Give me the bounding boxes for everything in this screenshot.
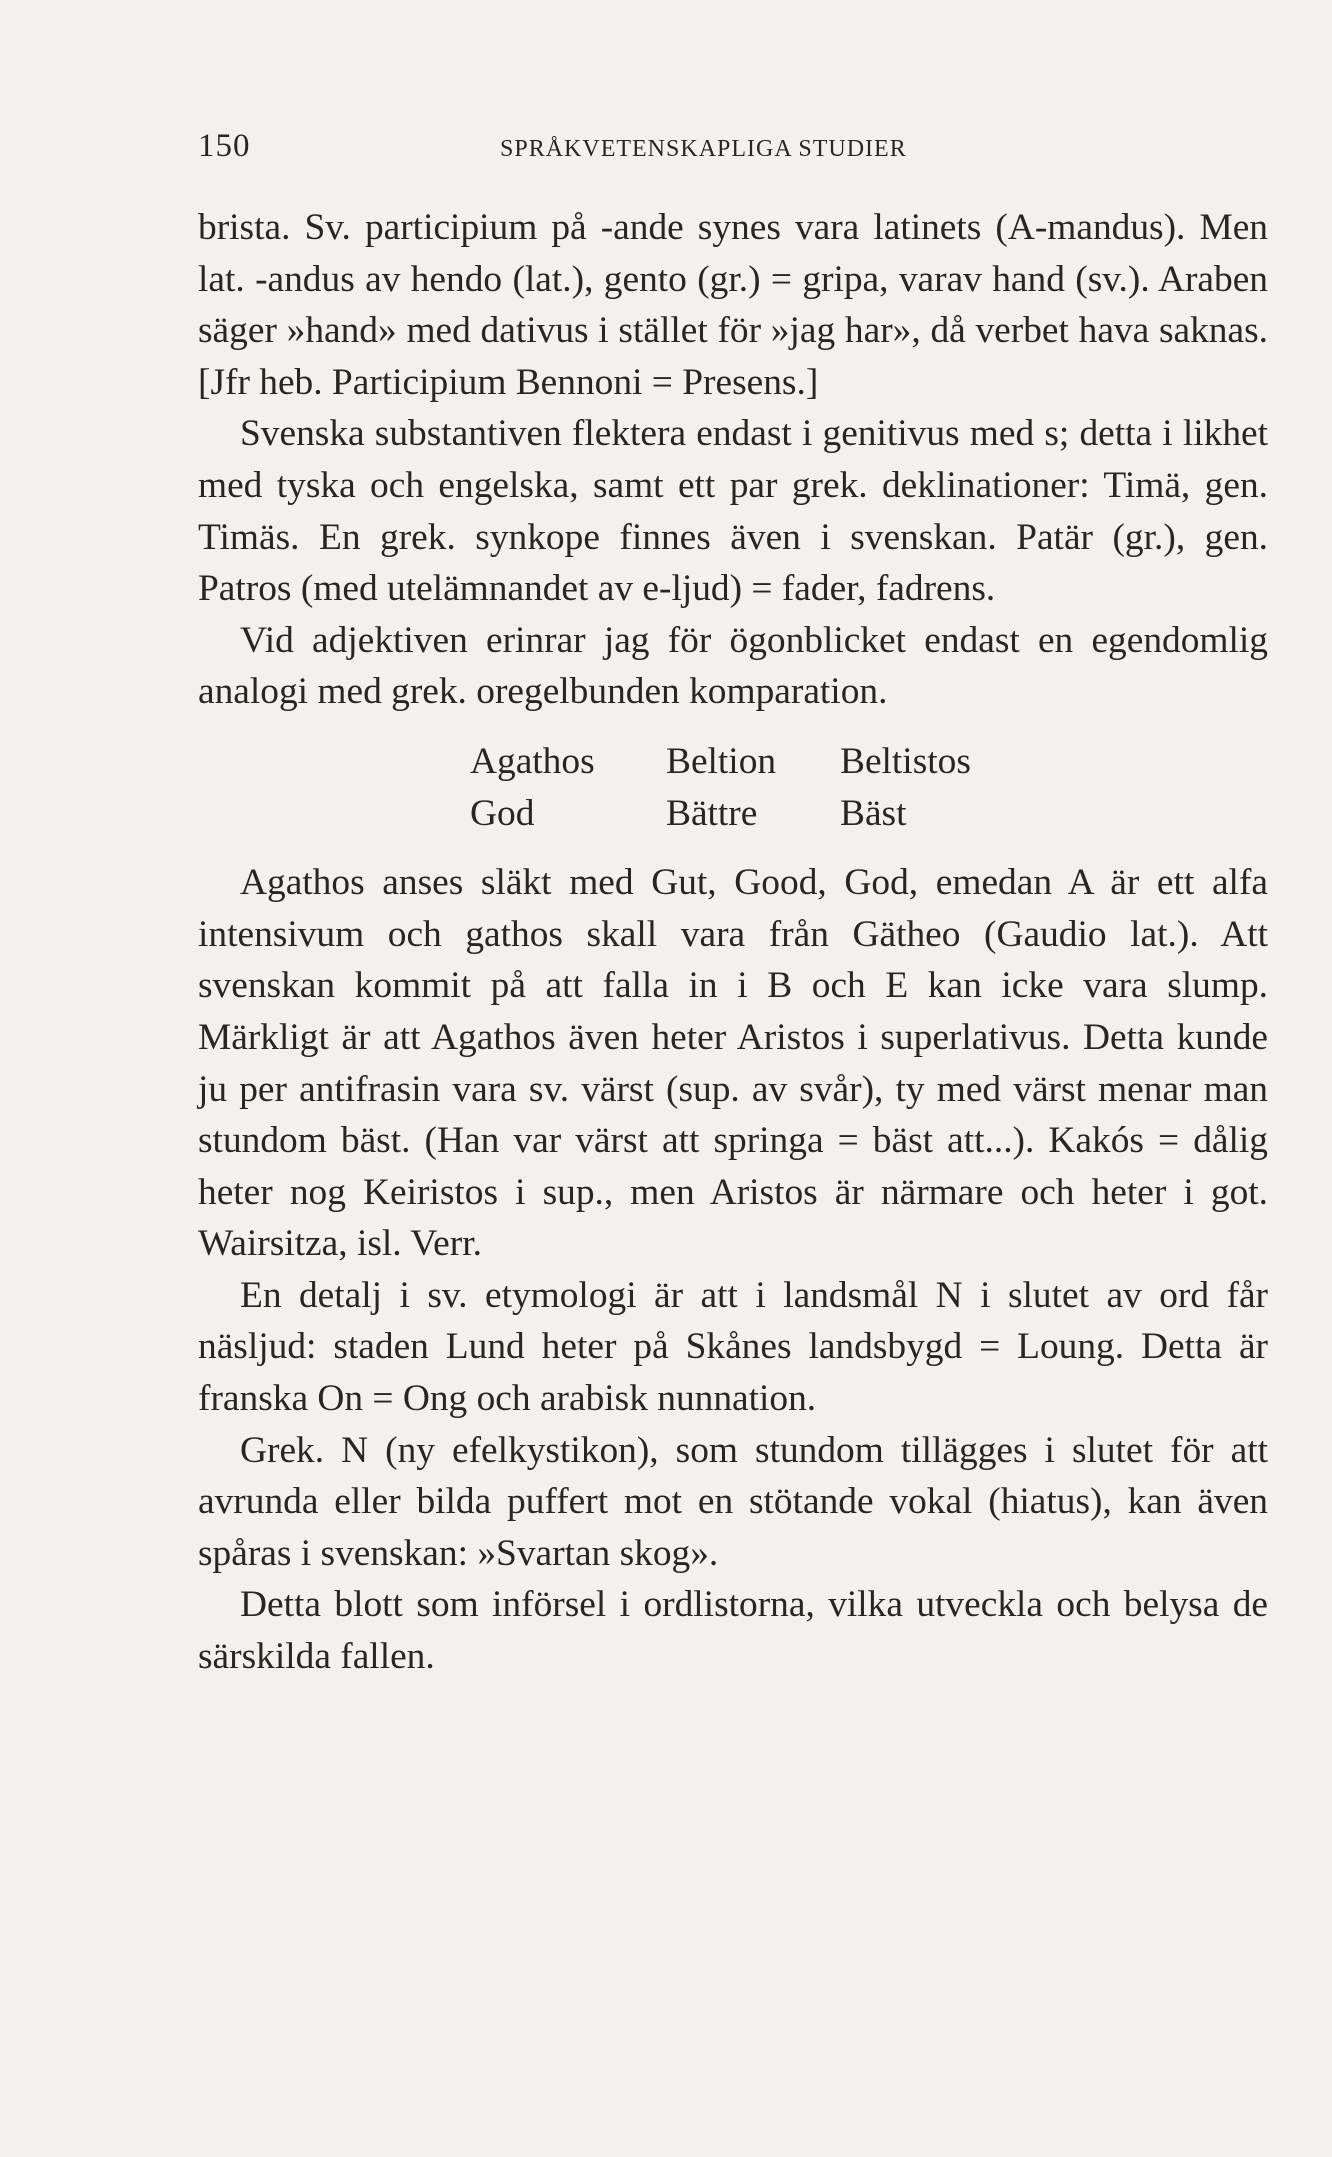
table-cell: Bättre [666,792,758,834]
table-cell: Bäst [840,792,907,834]
paragraph: Detta blott som införsel i ordlistorna, vilka utveckla och belysa de särskilda fallen. [198,1584,1268,1678]
table-cell: Beltistos [840,740,971,782]
paragraph: Grek. N (ny efelkystikon), som stundom tillägges i slutet för att avrunda eller bilda puffert mot en stötande vokal (hiatus), kan även spåras i svenskan: »Svartan skog». [198,1429,1268,1574]
paragraph: brista. Sv. participium på -ande synes vara latinets (A-mandus). Men lat. -andus av hendo (lat.), gento (gr.) = gripa, varav hand (sv.). Araben säger »hand» med dativus i stället för »jag har», då verbet hava saknas. [Jfr heb. Participium Bennoni = Presens.] [198,207,1268,403]
page-header [198,128,1268,168]
table-cell: Agathos [470,740,595,782]
table-cell: God [470,792,535,834]
comparison-table [470,736,1268,839]
running-head: SPRÅKVETENSKAPLIGA STUDIER [500,136,907,162]
paragraph: Agathos anses släkt med Gut, Good, God, emedan A är ett alfa intensivum och gathos skall vara från Gätheo (Gaudio lat.). Att svenskan kommit på att falla in i B och E kan icke vara slump. Märkligt är att Agathos även heter Aristos i superlativus. Detta kunde ju per antifrasin vara sv. värst (sup. av svår), ty med värst menar man stundom bäst. (Han var värst att springa = bäst att...). Kakós = dålig heter nog Keiristos i sup., men Aristos är närmare och heter i got. Wairsitza, isl. Verr. [198,862,1268,1265]
paragraph: Vid adjektiven erinrar jag för ögonblicket endast en egendomlig analogi med grek. oregelbunden komparation. [198,619,1268,713]
paragraph: Svenska substantiven flektera endast i genitivus med s; detta i likhet med tyska och engelska, samt ett par grek. deklinationer: Timä, gen. Timäs. En grek. synkope finnes även i svenskan. Patär (gr.), gen. Patros (med utelämnandet av e-ljud) = fader, fadrens. [198,413,1268,610]
page-number: 150 [198,128,251,164]
table-cell: Beltion [666,740,777,782]
body-text [198,202,1268,1683]
paragraph: En detalj i sv. etymologi är att i landsmål N i slutet av ord får näsljud: staden Lund heter på Skånes landsbygd = Loung. Detta är franska On = Ong och arabisk nunnation. [198,1274,1268,1420]
